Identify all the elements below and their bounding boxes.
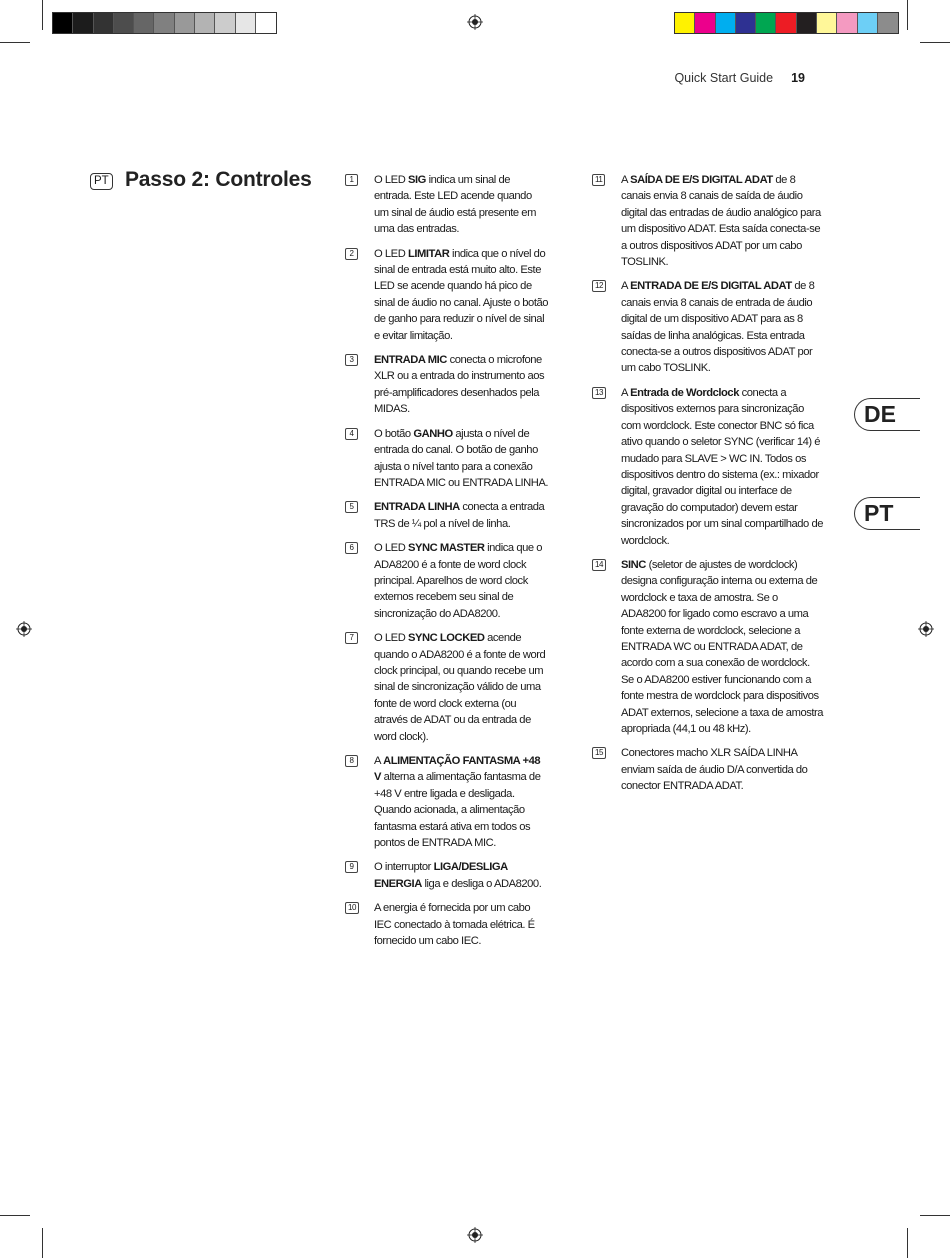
item-text-pre: O LED <box>374 542 408 555</box>
item-text-pre: A energia é fornecida por um cabo IEC conectado à tomada elétrica. É fornecido um cabo IEC. <box>374 902 535 948</box>
item-text-post: liga e desliga o ADA8200. <box>421 877 542 890</box>
list-item <box>345 246 549 344</box>
color-swatch <box>756 13 776 33</box>
item-text <box>374 426 549 492</box>
item-number-badge: 4 <box>345 428 358 440</box>
item-text-post: ajusta o nível de entrada do canal. O botão de ganho ajusta o nível tanto para a conexão ENTRADA MIC ou ENTRADA LINHA. <box>374 427 549 489</box>
item-text-pre: A <box>374 755 384 767</box>
color-swatch <box>215 13 235 33</box>
color-swatch <box>175 13 195 33</box>
color-swatch <box>114 13 134 33</box>
item-text-post: indica que o ADA8200 é a fonte de word clock principal. Aparelhos de word clock externos recebem seu sinal de sincronização do ADA8200. <box>374 542 543 620</box>
item-text <box>621 278 824 376</box>
list-item <box>345 540 549 622</box>
item-number-badge: 5 <box>345 501 358 513</box>
item-number-badge: 13 <box>592 387 606 399</box>
color-swatch <box>695 13 715 33</box>
registration-mark-icon <box>918 621 934 637</box>
list-item <box>345 900 549 949</box>
item-text-post: indica um sinal de entrada. Este LED acende quando um sinal de áudio está presente em uma das entradas. <box>374 174 536 236</box>
color-swatch <box>736 13 756 33</box>
list-item <box>592 172 824 270</box>
color-swatch <box>716 13 736 33</box>
color-swatch <box>858 13 878 33</box>
guide-title: Quick Start Guide <box>674 71 774 85</box>
crop-mark <box>42 1228 43 1258</box>
color-swatch <box>776 13 796 33</box>
item-number-badge: 15 <box>592 747 606 759</box>
item-number-badge: 2 <box>345 248 358 260</box>
item-number-badge: 12 <box>592 280 606 292</box>
item-text-pre: O LED <box>374 632 408 645</box>
content-column-right <box>592 172 824 803</box>
item-number-badge: 6 <box>345 542 358 554</box>
item-text <box>374 352 549 418</box>
color-swatch <box>73 13 93 33</box>
item-text <box>374 753 549 851</box>
list-item <box>345 499 549 532</box>
item-text-post: de 8 canais envia 8 canais de saída de áudio digital das entradas de áudio analógico para um dispositivo ADAT. Esta saída conecta-se a outros dispositivos ADAT por um cabo TOSLINK. <box>621 174 821 269</box>
list-item <box>345 426 549 492</box>
item-text-bold: SYNC LOCKED <box>407 632 485 645</box>
item-text <box>374 859 549 892</box>
item-text-pre: Conectores macho XLR SAÍDA LINHA enviam saída de áudio D/A convertida do conector ENTRADA ADAT. <box>621 747 808 793</box>
item-text-bold: LIMITAR <box>407 247 450 260</box>
item-number-badge: 9 <box>345 861 358 873</box>
item-text-bold: SIG <box>407 174 426 186</box>
item-text-bold: ALIMENTAÇÃO FANTASMA +48 V <box>374 755 541 784</box>
item-text-post: alterna a alimentação fantasma de +48 V entre ligada e desligada. Quando acionada, a alimentação fantasma estará ativa em todos os pontos de ENTRADA MIC. <box>374 771 541 850</box>
item-text-pre: O interruptor <box>374 861 434 874</box>
item-text-pre: A <box>621 280 631 293</box>
list-item <box>592 278 824 376</box>
item-number-badge: 1 <box>345 174 358 186</box>
list-item <box>592 745 824 794</box>
item-text-bold: ENTRADA DE E/S DIGITAL ADAT <box>630 280 792 293</box>
color-swatch <box>797 13 817 33</box>
list-item <box>345 630 549 745</box>
color-swatch <box>675 13 695 33</box>
item-text <box>621 745 824 794</box>
item-text-post: de 8 canais envia 8 canais de entrada de áudio digital de um dispositivo ADAT para as 8 saídas de linha analógicas. Esta entrada conecta-se a outros dispositivos ADAT por um cabo TOSLINK. <box>621 280 815 375</box>
registration-mark-icon <box>467 14 483 30</box>
item-text <box>374 499 549 532</box>
item-text-post: indica que o nível do sinal de entrada está muito alto. Este LED se acende quando há pico de sinal de áudio no canal. Ajuste o botão de ganho para reduzir o nível de sinal e evitar limitação. <box>374 247 549 342</box>
crop-mark <box>920 1215 950 1216</box>
item-text-bold: ENTRADA LINHA <box>374 501 460 514</box>
item-text <box>374 172 549 238</box>
crop-mark <box>907 1228 908 1258</box>
color-swatch <box>94 13 114 33</box>
page-header <box>674 71 805 85</box>
item-text <box>621 557 824 737</box>
item-number-badge: 8 <box>345 755 358 767</box>
crop-mark <box>42 0 43 30</box>
item-number-badge: 3 <box>345 354 358 366</box>
list-item <box>592 385 824 549</box>
color-swatch <box>878 13 898 33</box>
item-text-post: conecta a entrada TRS de ¼ pol a nível de linha. <box>374 501 545 530</box>
item-text <box>621 172 824 270</box>
list-item <box>592 557 824 737</box>
item-number-badge: 7 <box>345 632 358 644</box>
item-number-badge: 11 <box>592 174 605 186</box>
list-item <box>345 859 549 892</box>
page-number: 19 <box>791 71 805 85</box>
list-item <box>345 352 549 418</box>
registration-mark-icon <box>16 621 32 637</box>
color-swatch <box>817 13 837 33</box>
tab-pt[interactable]: PT <box>854 497 920 530</box>
item-number-badge: 14 <box>592 559 606 571</box>
item-text <box>621 385 824 549</box>
color-swatch <box>53 13 73 33</box>
item-text-bold: LIGA/DESLIGA ENERGIA <box>374 861 508 890</box>
list-item <box>345 172 549 238</box>
item-text-bold: GANHO <box>413 427 453 440</box>
list-item <box>345 753 549 851</box>
crop-mark <box>0 1215 30 1216</box>
color-swatch <box>134 13 154 33</box>
color-swatch <box>154 13 174 33</box>
tab-de[interactable]: DE <box>854 398 920 431</box>
item-text <box>374 900 549 949</box>
item-text-post: conecta a dispositivos externos para sincronização com wordclock. Este conector BNC só fica ativo quando o seletor SYNC (verificar 14) é mudado para SLAVE > WC IN. Todos os dispositivos dentro do sistema (ex.: mixador digital, gravador digital ou interface de gravação do computador) devem estar sincronizados por um sinal compartilhado de wordclock. <box>621 386 824 547</box>
language-badge: PT <box>90 173 113 190</box>
color-swatch <box>236 13 256 33</box>
item-text-bold: SINC <box>621 558 646 571</box>
item-text <box>374 246 549 344</box>
page-title: Passo 2: Controles <box>125 168 312 191</box>
item-text-bold: Entrada de Wordclock <box>630 386 739 399</box>
grayscale-calibration-bar <box>52 12 277 34</box>
item-text-post: conecta o microfone XLR ou a entrada do instrumento aos pré-amplificadores desenhados pela MIDAS. <box>374 354 545 416</box>
crop-mark <box>920 42 950 43</box>
item-text-post: (seletor de ajustes de wordclock) designa configuração interna ou externa de wordclock e taxa de amostra. Se o ADA8200 for ligado como escravo a uma fonte externa de wordclock, selecione a ENTRADA WC ou ENTRADA ADAT, de acordo com a sua conexão de wordclock. Se o ADA8200 estiver funcionando com a fonte mestra de wordclock para dispositivos ADAT externos, selecione a taxa de amostra apropriada (44,1 ou 48 kHz). <box>621 558 824 735</box>
item-text <box>374 540 549 622</box>
item-text-pre: O botão <box>374 427 414 440</box>
registration-mark-icon <box>467 1227 483 1243</box>
item-text-pre: O LED <box>374 247 408 260</box>
item-text-pre: A <box>621 174 631 186</box>
item-text-bold: SAÍDA DE E/S DIGITAL ADAT <box>630 174 773 186</box>
item-number-badge: 10 <box>345 902 359 914</box>
color-swatch <box>195 13 215 33</box>
color-swatch <box>837 13 857 33</box>
item-text-bold: ENTRADA MIC <box>374 354 447 367</box>
color-swatch <box>256 13 276 33</box>
item-text-pre: A <box>621 386 631 399</box>
content-column-left <box>345 172 549 957</box>
item-text <box>374 630 549 745</box>
color-calibration-bar <box>674 12 899 34</box>
item-text-bold: SYNC MASTER <box>407 542 485 555</box>
item-text-pre: O LED <box>374 174 408 186</box>
crop-mark <box>907 0 908 30</box>
crop-mark <box>0 42 30 43</box>
item-text-post: acende quando o ADA8200 é a fonte de word clock principal, ou quando recebe um sinal de sincronização válido de uma fonte de word clock externa (ou através de ADAT ou da entrada de word clock). <box>374 632 546 743</box>
